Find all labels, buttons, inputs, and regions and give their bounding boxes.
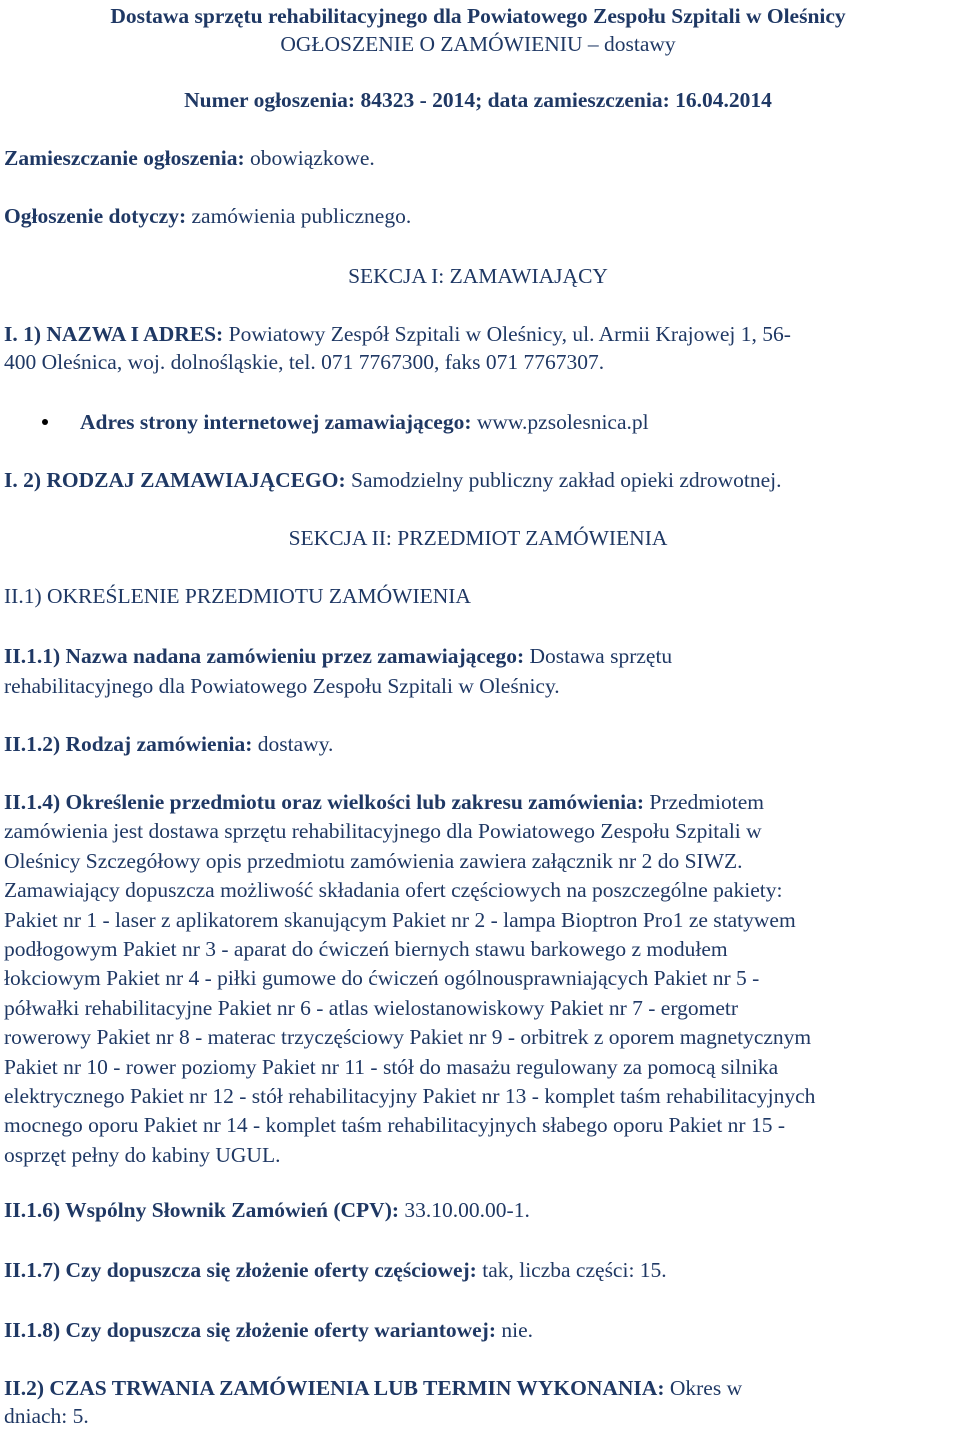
document-subtitle: OGŁOSZENIE O ZAMÓWIENIU – dostawy [280, 32, 676, 56]
order-kind-row [4, 730, 333, 758]
order-description-line: Oleśnicy Szczegółowy opis przedmiotu zamówienia zawiera załącznik nr 2 do SIWZ. [4, 848, 743, 873]
duration-value: Okres w [669, 1376, 743, 1400]
cpv-row [4, 1196, 530, 1224]
placement-label: Zamieszczanie ogłoszenia: [4, 146, 245, 170]
variant-offer-label: II.1.8) Czy dopuszcza się złożenie oferty wariantowej: [4, 1318, 496, 1342]
duration-value-cont: dniach: 5. [4, 1404, 89, 1428]
variant-offer-value: nie. [501, 1318, 534, 1342]
order-description-line: Pakiet nr 10 - rower poziomy Pakiet nr 11 - stół do masażu regulowany za pomocą silnika [4, 1054, 779, 1079]
concerns-label: Ogłoszenie dotyczy: [4, 204, 187, 228]
document-title: Dostawa sprzętu rehabilitacyjnego dla Powiatowego Zespołu Szpitali w Oleśnicy [110, 4, 846, 28]
concerns-row [4, 202, 411, 230]
website-row [80, 408, 649, 436]
partial-offer-value: tak, liczba części: 15. [482, 1258, 667, 1282]
website-label: Adres strony internetowej zamawiającego: [80, 410, 472, 434]
duration-label: II.2) CZAS TRWANIA ZAMÓWIENIA LUB TERMIN WYKONANIA: [4, 1376, 665, 1400]
announcement-number: Numer ogłoszenia: 84323 - 2014; data zamieszczenia: 16.04.2014 [184, 88, 772, 112]
order-name-label: II.1.1) Nazwa nadana zamówieniu przez zamawiającego: [4, 644, 525, 668]
variant-offer-row [4, 1316, 533, 1344]
name-address-label: I. 1) NAZWA I ADRES: [4, 322, 224, 346]
order-description-line: Zamawiający dopuszcza możliwość składania ofert częściowych na poszczególne pakiety: [4, 878, 783, 903]
order-kind-label: II.1.2) Rodzaj zamówienia: [4, 732, 253, 756]
order-description-text: Przedmiotem [649, 790, 764, 814]
website-link[interactable]: www.pzsolesnica.pl [476, 410, 649, 434]
name-address-value: Powiatowy Zespół Szpitali w Oleśnicy, ul. Armii Krajowej 1, 56- [228, 322, 791, 346]
contracting-type-label: I. 2) RODZAJ ZAMAWIAJĄCEGO: [4, 468, 346, 492]
section-2-title: SEKCJA II: PRZEDMIOT ZAMÓWIENIA [288, 526, 668, 550]
order-name-value-cont: rehabilitacyjnego dla Powiatowego Zespołu Szpitali w Oleśnicy. [4, 674, 560, 698]
order-description-line: osprzęt pełny do kabiny UGUL. [4, 1142, 281, 1167]
placement-value: obowiązkowe. [250, 146, 375, 170]
section-1-title: SEKCJA I: ZAMAWIAJĄCY [348, 264, 608, 288]
cpv-label: II.1.6) Wspólny Słownik Zamówień (CPV): [4, 1198, 400, 1222]
order-description-line: rowerowy Pakiet nr 8 - materac trzyczęściowy Pakiet nr 9 - orbitrek z oporem magnetycznym [4, 1025, 812, 1050]
bullet-icon [42, 419, 48, 425]
order-name-value: Dostawa sprzętu [529, 644, 673, 668]
order-description-line: podłogowym Pakiet nr 3 - aparat do ćwiczeń biernych stawu barkowego z modułem [4, 937, 728, 962]
order-description-line: łokciowym Pakiet nr 4 - piłki gumowe do ćwiczeń ogólnousprawniających Pakiet nr 5 - [4, 966, 760, 991]
contracting-type-row [4, 466, 781, 494]
order-description-line [4, 788, 952, 817]
cpv-value: 33.10.00.00-1. [404, 1198, 530, 1222]
order-description-line: zamówienia jest dostawa sprzętu rehabilitacyjnego dla Powiatowego Zespołu Szpitali w [4, 819, 762, 844]
order-description-line: Pakiet nr 1 - laser z aplikatorem skanującym Pakiet nr 2 - lampa Bioptron Pro1 ze statywem [4, 907, 796, 932]
partial-offer-label: II.1.7) Czy dopuszcza się złożenie oferty częściowej: [4, 1258, 477, 1282]
order-name-row [4, 642, 672, 670]
order-description-line: mocnego oporu Pakiet nr 14 - komplet taśm rehabilitacyjnych słabego oporu Pakiet nr 15 - [4, 1113, 785, 1138]
contracting-type-value: Samodzielny publiczny zakład opieki zdrowotnej. [351, 468, 782, 492]
order-description-line: półwałki rehabilitacyjne Pakiet nr 6 - atlas wielostanowiskowy Pakiet nr 7 - ergometr [4, 995, 739, 1020]
order-description-line: elektrycznego Pakiet nr 12 - stół rehabilitacyjny Pakiet nr 13 - komplet taśm rehabilitacyjnych [4, 1084, 816, 1109]
order-description [4, 788, 952, 1170]
duration-row [4, 1374, 742, 1402]
order-description-label: II.1.4) Określenie przedmiotu oraz wielkości lub zakresu zamówienia: [4, 790, 644, 814]
name-address-row [4, 320, 791, 348]
name-address-value-cont: 400 Oleśnica, woj. dolnośląskie, tel. 071 7767300, faks 071 7767307. [4, 350, 605, 374]
partial-offer-row [4, 1256, 667, 1284]
section-2-subtitle: II.1) OKREŚLENIE PRZEDMIOTU ZAMÓWIENIA [4, 584, 471, 608]
order-kind-value: dostawy. [257, 732, 334, 756]
concerns-value: zamówienia publicznego. [191, 204, 412, 228]
placement-row [4, 144, 375, 172]
